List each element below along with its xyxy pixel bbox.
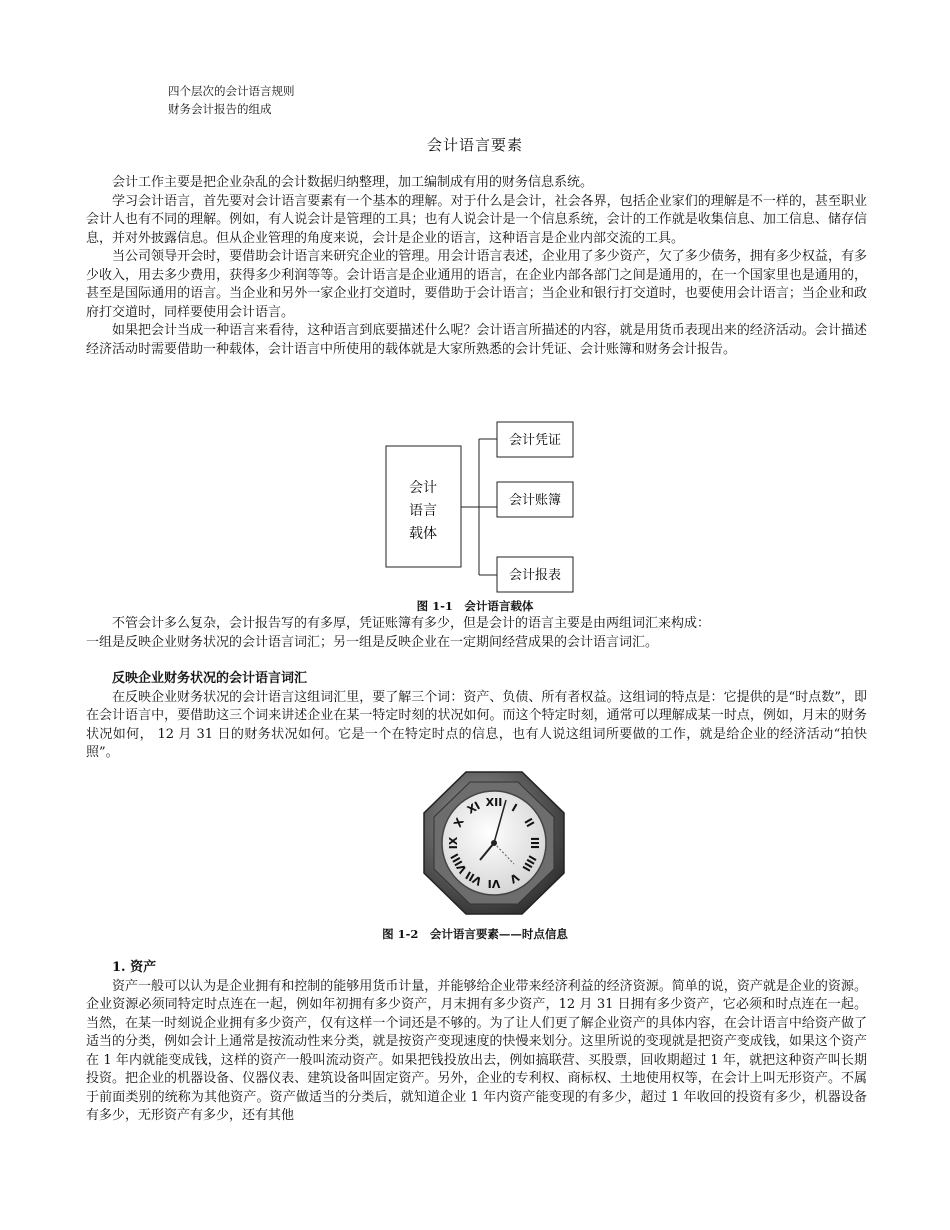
paragraph: 不管会计多么复杂，会计报告写的有多厚，凭证账簿有多少，但是会计的语言主要是由两组词汇来构成： [112, 616, 711, 631]
clock-numeral: IIII [519, 852, 539, 874]
clock-numeral: V [507, 870, 522, 886]
page-title: 会计语言要素 [426, 136, 523, 154]
paragraph: 资产一般可以认为是企业拥有和控制的能够用货币计量，并能够给企业带来经济利益的经济资源。简单的说，资产就是企业的资源。企业资源必须同特定时点连在一起，例如年初拥有多少资产，月末拥有多少资产，12 月 31 日拥有多少资产，它必须和时点连在一起。当然，在某一时刻说企业拥有多少资产，仅有这样一个词还是不够的。为了让人们更了解企业资产的具体内容，在会计语言中给资产做了适当的分类，例如会计上通常是按流动性来分类，就是按资产变现速度的快慢来划分。这里所说的变现就是把资产变成钱，如果这个资产在 1 年内就能变成钱，这样的资产一般叫流动资产。如果把钱投放出去，例如搞联营、买股票，回收期超过 1 年，就把这种资产叫长期投资。把企业的机器设备、仪器仪表、建筑设备叫固定资产。另外，企业的专利权、商标权、土地使用权等，在会计上叫无形资产。不属于前面类别的统称为其他资产。资产做适当的分类后，就知道企业 1 年内资产能变现的有多少，超过 1 年收回的投资有多少，机器设备有多少，无形资产有多少，还有其他 [86, 978, 867, 1123]
clock-numeral: VI [487, 877, 501, 890]
clock-numeral: XII [485, 796, 503, 809]
diagram-box-label: 会计账簿 [508, 493, 562, 508]
clock-numeral: VIII [448, 850, 470, 876]
clock-numeral: II [521, 815, 537, 830]
toc-line[interactable]: 四个层次的会计语言规则 [168, 84, 295, 98]
figure-accounting-carrier-diagram [380, 416, 580, 596]
financial-position-section [86, 670, 867, 763]
diagram-center-label: 会计 [409, 480, 437, 496]
paragraph: 学习会计语言，首先要对会计语言要素有一个基本的理解。对于什么是会计，社会各界，包括企业家们的理解是不一样的，甚至职业会计人也有不同的理解。例如，有人说会计是管理的工具；也有人说会计是一个信息系统，会计的工作就是收集信息、加工信息、储存信息，并对外披露信息。但从企业管理的角度来说，会计是企业的语言，这种语言是企业内部交流的工具。 [86, 193, 867, 246]
paragraph: 会计工作主要是把企业杂乱的会计数据归纳整理，加工编制成有用的财务信息系统。 [112, 175, 594, 190]
diagram-box-label: 会计报表 [508, 568, 562, 583]
section-heading: 1. 资产 [112, 960, 157, 975]
toc [168, 82, 295, 118]
paragraph: 一组是反映企业财务状况的会计语言词汇；另一组是反映企业在一定期间经营成果的会计语言词汇。 [86, 634, 659, 650]
clock-numeral: I [509, 801, 520, 815]
clock-numeral: III [528, 836, 541, 850]
paragraph: 在反映企业财务状况的会计语言这组词汇里，要了解三个词：资产、负债、所有者权益。这组词的特点是：它提供的是“时点数”，即在会计语言中，要借助这三个词来讲述企业在某一特定时刻的状况如何。而这个特定时刻，通常可以理解成某一时点，例如，月末的财务状况如何， 12 月 31 日的财务状况如何。它是一个在特定时点的信息，也有人说这组词所要做的工作，就是给企业的经济活动“拍快照”。 [86, 689, 867, 760]
figure-caption: 图 1-1 会计语言载体 [416, 599, 534, 613]
section-heading: 反映企业财务状况的会计语言词汇 [112, 671, 308, 686]
clock-illustration [418, 768, 570, 918]
clock-numeral: XI [465, 799, 483, 817]
figure-caption: 图 1-2 会计语言要素——时点信息 [382, 927, 568, 941]
diagram-center-label: 载体 [409, 526, 437, 542]
assets-section [86, 959, 867, 1126]
clock-numeral: VII [463, 868, 485, 888]
intro-section [86, 174, 867, 359]
diagram-center-label: 语言 [409, 503, 437, 519]
toc-line[interactable]: 财务会计报告的组成 [168, 102, 272, 116]
clock-numeral: X [451, 815, 467, 830]
after-figure-section [86, 615, 867, 652]
clock-numeral: IX [447, 836, 460, 850]
paragraph: 如果把会计当成一种语言来看待，这种语言到底要描述什么呢？会计语言所描述的内容，就是用货币表现出来的经济活动。会计描述经济活动时需要借助一种载体，会计语言中所使用的载体就是大家所熟悉的会计凭证、会计账簿和财务会计报告。 [86, 323, 867, 357]
paragraph: 当公司领导开会时，要借助会计语言来研究企业的管理。用会计语言表述，企业用了多少资产，欠了多少债务，拥有多少权益，有多少收入，用去多少费用，获得多少利润等等。会计语言是企业通用的语言，在企业内部各部门之间是通用的，在一个国家里也是通用的，甚至是国际通用的语言。当企业和另外一家企业打交道时，要借助于会计语言；当企业和银行打交道时，也要使用会计语言；当企业和政府打交道时，同样要使用会计语言。 [86, 249, 867, 320]
diagram-box-label: 会计凭证 [508, 433, 562, 448]
clock-center-pin [491, 840, 497, 846]
